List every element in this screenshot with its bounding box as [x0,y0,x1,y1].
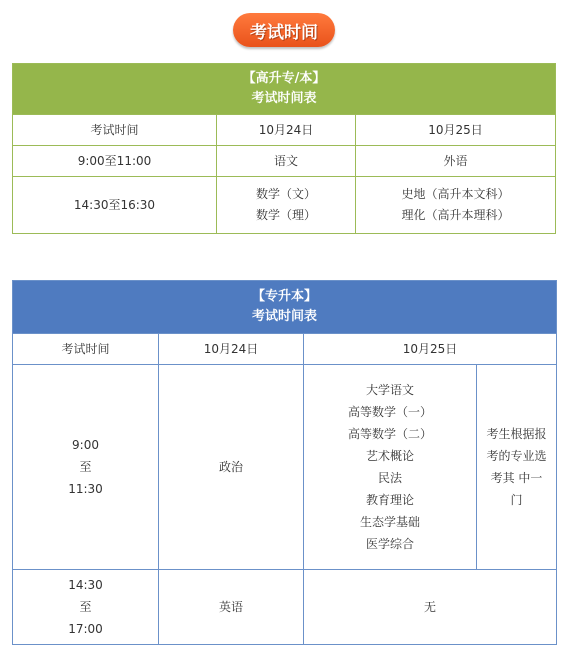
subject-line: 艺术概论 [365,449,414,463]
subject-cell: 英语 [159,570,304,645]
subject-cell: 语文 [217,146,356,177]
table1-title [13,64,556,115]
time-line: 至 [79,600,92,614]
subject-line: 民法 [377,471,402,485]
subject-cell: 外语 [356,146,556,177]
subject-cell [356,177,556,234]
column-header-day2: 10月25日 [356,115,556,146]
table1-title-line2: 考试时间表 [251,91,317,106]
note-cell [477,365,557,570]
table2-title [13,281,557,334]
gaoshengzhuan-schedule-table [12,63,556,234]
subject-list-cell [304,365,477,570]
table2-title-line1: 【专升本】 [252,289,318,304]
note-line: 考生根据报 [486,427,547,441]
column-header-time: 考试时间 [13,115,217,146]
table-row [13,146,556,177]
subject-line: 高等数学（二） [347,427,432,441]
table-row [13,177,556,234]
column-header-day2: 10月25日 [304,334,557,365]
subject-line: 大学语文 [365,383,414,397]
time-cell [13,570,159,645]
subject-cell: 政治 [159,365,304,570]
subject-line: 医学综合 [365,537,414,551]
badge-label: 考试时间 [250,22,318,43]
note-line: 考其 中一 [490,471,543,485]
time-cell [13,365,159,570]
subject-line: 高等数学（一） [347,405,432,419]
time-cell: 14:30至16:30 [13,177,217,234]
exam-time-badge [233,13,335,47]
table1-title-line1: 【高升专/本】 [242,71,326,86]
subject-line: 数学（理） [255,208,316,222]
subject-line: 史地（高升本文科） [401,187,510,201]
time-cell: 9:00至11:00 [13,146,217,177]
column-header-time: 考试时间 [13,334,159,365]
table2-title-line2: 考试时间表 [252,309,318,324]
subject-line: 数学（文） [255,187,316,201]
time-line: 9:00 [72,438,99,452]
note-line: 门 [510,493,523,507]
time-line: 17:00 [68,622,103,636]
time-line: 至 [79,460,92,474]
table-row [13,115,556,146]
table-row [13,365,557,570]
time-line: 11:30 [68,482,103,496]
zhuanshengben-schedule-table [12,280,557,645]
table-row [13,334,557,365]
subject-line: 生态学基础 [359,515,420,529]
subject-cell: 无 [304,570,557,645]
table-row [13,570,557,645]
column-header-day1: 10月24日 [217,115,356,146]
subject-line: 理化（高升本理科） [401,208,510,222]
column-header-day1: 10月24日 [159,334,304,365]
note-line: 考的专业选 [486,449,547,463]
time-line: 14:30 [68,578,103,592]
subject-line: 教育理论 [365,493,414,507]
subject-cell [217,177,356,234]
